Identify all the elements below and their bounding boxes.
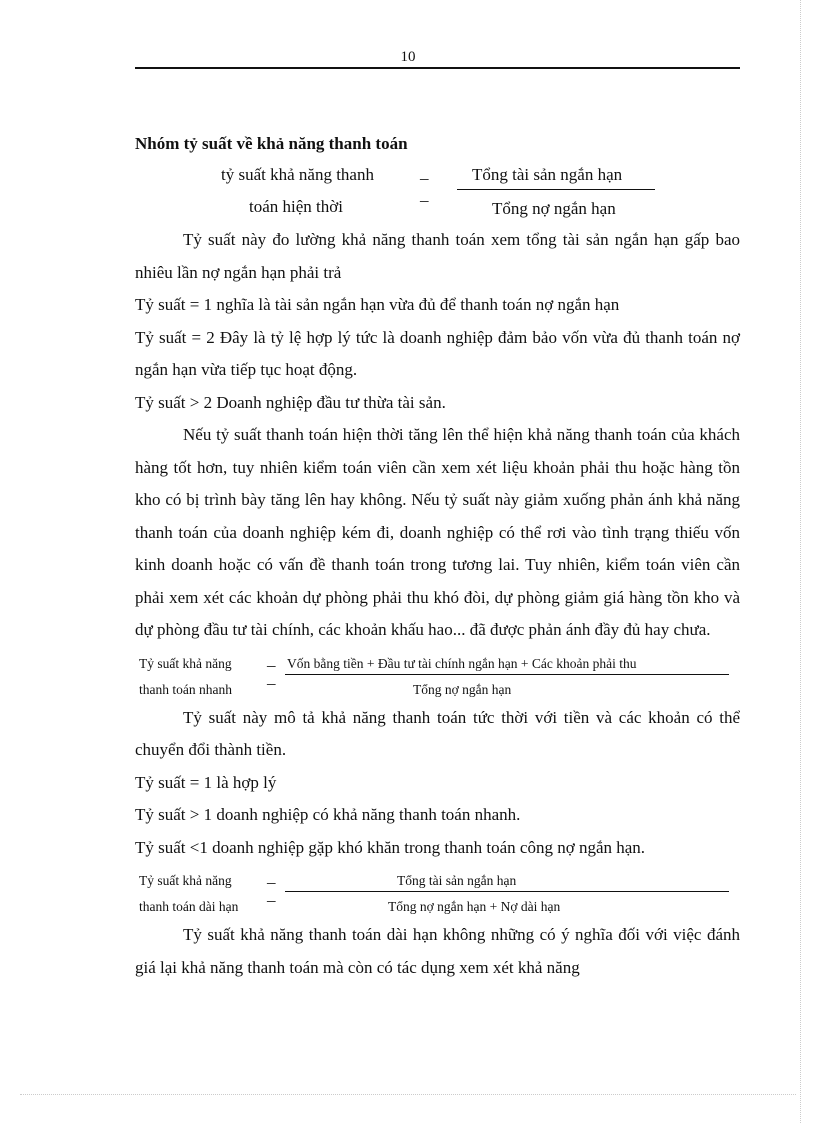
page-right-edge	[800, 0, 801, 1123]
paragraph-current-ratio-description: Tỷ suất này đo lường khả năng thanh toán xem tổng tài sản ngắn hạn gấp bao nhiêu lần nợ ngắn hạn phải trả	[135, 230, 740, 282]
current-ratio-formula	[135, 160, 740, 224]
page-bottom-edge	[20, 1094, 796, 1095]
formula-denominator: Tổng nợ ngắn hạn + Nợ dài hạn	[388, 899, 561, 914]
fraction-bar	[285, 891, 729, 892]
document-body	[135, 128, 740, 984]
formula-label-line2: toán hiện thời	[249, 197, 343, 216]
fraction-bar	[457, 189, 655, 190]
formula-dash-top: _	[420, 163, 429, 182]
formula-denominator: Tổng nợ ngắn hạn	[413, 681, 512, 697]
formula-label-line2: thanh toán nhanh	[139, 681, 232, 697]
paragraph-ratio-equals-1: Tỷ suất = 1 nghĩa là tài sản ngắn hạn vừa đủ để thanh toán nợ ngắn hạn	[135, 295, 620, 314]
formula-label-line1: Tỷ suất khả năng	[139, 873, 232, 888]
paragraph-quick-ratio-equals-1: Tỷ suất = 1 là hợp lý	[135, 772, 277, 792]
long-term-ratio-formula	[135, 868, 740, 919]
header-rule	[135, 67, 740, 69]
formula-dash-top: _	[267, 649, 276, 669]
formula-dash-bottom: _	[267, 667, 276, 687]
formula-label-line1: tỷ suất khả năng thanh	[221, 165, 374, 184]
formula-numerator: Tổng tài sản ngắn hạn	[472, 165, 623, 184]
paragraph-ratio-greater-2: Tỷ suất > 2 Doanh nghiệp đầu tư thừa tài sản.	[135, 392, 446, 412]
formula-dash-top: _	[267, 867, 276, 886]
paragraph-current-ratio-analysis: Nếu tỷ suất thanh toán hiện thời tăng lên thể hiện khả năng thanh toán của khách hàng tốt hơn, tuy nhiên kiểm toán viên cần xem xét liệu khoản phải thu hoặc hàng tồn kho có bị trình bày tăng lên hay không. Nếu tỷ suất này giảm xuống phản ánh khả năng thanh toán của doanh nghiệp kém đi, doanh nghiệp có thể rơi vào tình trạng thiếu vốn kinh doanh hoặc có vấn đề thanh toán trong tương lai. Tuy nhiên, kiểm toán viên cần phải xem xét các khoản dự phòng phải thu khó đòi, dự phòng giảm giá hàng tồn kho và dự phòng đầu tư tài chính, các khoản khấu hao... đã được phản ánh đầy đủ hay chưa.	[135, 425, 740, 639]
page-number: 10	[400, 49, 416, 65]
paragraph-quick-ratio-greater-1: Tỷ suất > 1 doanh nghiệp có khả năng thanh toán nhanh.	[135, 805, 521, 824]
paragraph-quick-ratio-less-1: Tỷ suất <1 doanh nghiệp gặp khó khăn trong thanh toán công nợ ngắn hạn.	[135, 837, 646, 857]
formula-label-line2: thanh toán dài hạn	[139, 899, 239, 914]
paragraph-quick-ratio-description: Tỷ suất này mô tả khả năng thanh toán tức thời với tiền và các khoản có thể chuyển đổi thành tiền.	[135, 707, 740, 759]
paragraph-long-term-ratio-description: Tỷ suất khả năng thanh toán dài hạn không những có ý nghĩa đối với việc đánh giá lại khả năng thanh toán mà còn có tác dụng xem xét khả năng	[135, 925, 740, 977]
paragraph-ratio-equals-2: Tỷ suất = 2 Đây là tỷ lệ hợp lý tức là doanh nghiệp đảm bảo vốn vừa đủ thanh toán nợ ngắn hạn vừa tiếp tục hoạt động.	[135, 327, 740, 379]
quick-ratio-formula	[135, 651, 740, 702]
formula-dash-bottom: _	[420, 185, 429, 204]
formula-label-line1: Tỷ suất khả năng	[139, 655, 232, 671]
section-heading: Nhóm tỷ suất về khả năng thanh toán	[135, 134, 408, 153]
fraction-bar	[285, 674, 729, 675]
formula-dash-bottom: _	[267, 885, 276, 904]
formula-numerator: Tổng tài sản ngắn hạn	[397, 873, 517, 888]
formula-numerator: Vốn bằng tiền + Đầu tư tài chính ngắn hạn + Các khoản phải thu	[287, 655, 637, 671]
formula-denominator: Tổng nợ ngắn hạn	[492, 199, 616, 218]
